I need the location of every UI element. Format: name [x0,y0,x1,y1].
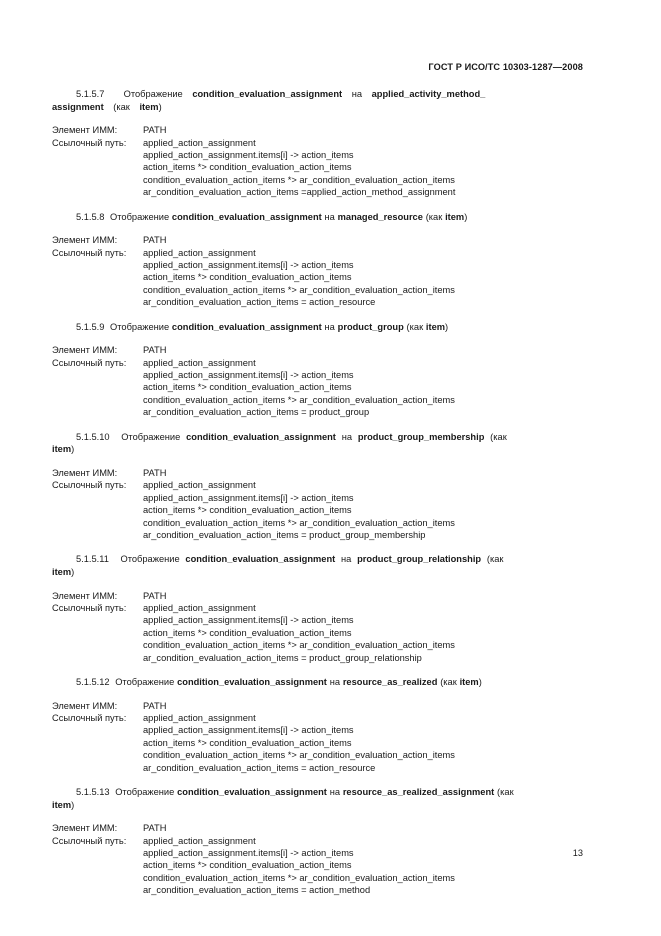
clause-heading [52,676,583,689]
imm-element-value: PATH [143,590,167,601]
document-body [52,88,583,909]
clause-number: 5.1.5.11 [76,554,109,565]
imm-element-row [52,467,583,479]
clause-as-item: item [445,211,465,222]
imm-element-row [52,700,583,712]
section-spacer [52,774,583,786]
imm-element-value: PATH [143,125,167,136]
clause-as-close: ) [464,211,468,222]
clause-target-entity: managed_resource [337,211,423,222]
reference-path-line: ar_condition_evaluation_action_items = product_group_membership [143,529,426,540]
mapping-path-block [52,467,583,541]
reference-path-value: applied_action_assignment [143,247,256,258]
clause-heading [52,553,583,578]
clause-number: 5.1.5.7 [76,89,105,99]
clause-preposition: на [341,554,352,565]
clause-as-open: (как [103,101,140,112]
clause-as-item: item [52,799,72,810]
reference-path-line: applied_action_assignment.items[i] -> action_items [143,615,354,626]
clause-as-item: item [52,444,72,455]
clause-source-entity: condition_evaluation_assignment [185,554,336,565]
clause-section [52,321,583,431]
imm-element-label: Элемент ИММ: [52,590,118,601]
reference-path-line: condition_evaluation_action_items *> ar_condition_evaluation_action_items [143,750,455,761]
reference-path-line: action_items *> condition_evaluation_action_items [143,627,352,638]
reference-path-line: action_items *> condition_evaluation_action_items [143,162,352,173]
clause-as-open: (как [422,211,446,222]
reference-path-line: ar_condition_evaluation_action_items = product_group [143,407,370,418]
clause-number: 5.1.5.9 [76,321,105,332]
clause-verb: Отображение [110,211,170,222]
clause-as-item: item [425,321,446,332]
clause-verb: Отображение [120,554,180,565]
imm-element-label: Элемент ИММ: [52,467,118,478]
mapping-path-block [52,822,583,896]
reference-path-label: Ссылочный путь: [52,137,127,148]
clause-number: 5.1.5.13 [76,786,110,797]
clause-heading [52,786,583,811]
clause-source-entity: condition_evaluation_assignment [171,321,322,332]
reference-path-row [52,712,583,724]
reference-path-line: action_items *> condition_evaluation_action_items [143,382,352,393]
reference-path-value: applied_action_assignment [143,602,256,613]
clause-as-open: (как [486,554,504,565]
reference-path-line: condition_evaluation_action_items *> ar_condition_evaluation_action_items [143,872,455,883]
clause-verb: Отображение [115,676,175,687]
reference-path-line: action_items *> condition_evaluation_action_items [143,505,352,516]
mapping-path-block [52,700,583,774]
reference-path-row [52,137,583,149]
mapping-path-block [52,234,583,308]
running-header-standard-number: ГОСТ Р ИСО/ТС 10303-1287—2008 [428,62,583,72]
imm-element-row [52,590,583,602]
reference-path-line: condition_evaluation_action_items *> ar_condition_evaluation_action_items [143,517,455,528]
clause-section [52,676,583,786]
section-spacer [52,419,583,431]
imm-element-value: PATH [143,235,167,246]
clause-as-item: item [459,676,479,687]
clause-number: 5.1.5.12 [76,676,110,687]
clause-heading [52,321,583,334]
clause-as-close: ) [71,444,75,455]
reference-path-line: action_items *> condition_evaluation_action_items [143,860,352,871]
clause-preposition: на [324,321,335,332]
clause-source-entity: condition_evaluation_assignment [171,211,322,222]
reference-path-row [52,479,583,491]
reference-path-label: Ссылочный путь: [52,357,127,368]
reference-path-line: action_items *> condition_evaluation_action_items [143,737,352,748]
reference-path-line: applied_action_assignment.items[i] -> action_items [143,847,354,858]
clause-as-close: ) [478,676,482,687]
reference-path-label: Ссылочный путь: [52,835,127,846]
clause-heading [52,211,583,224]
mapping-path-block [52,124,583,198]
clause-section [52,211,583,321]
imm-element-label: Элемент ИММ: [52,700,118,711]
clause-target-entity: product_group_relationship [357,554,482,565]
reference-path-row [52,835,583,847]
section-spacer [52,897,583,909]
clause-source-entity: condition_evaluation_assignment [186,431,336,442]
reference-path-line: condition_evaluation_action_items *> ar_condition_evaluation_action_items [143,284,455,295]
clause-target-entity: resource_as_realized [342,676,438,687]
clause-section [52,88,583,211]
page-number: 13 [572,848,583,858]
imm-element-value: PATH [143,823,167,834]
clause-section [52,553,583,676]
clause-target-entity: resource_as_realized_assignment [342,786,495,797]
imm-element-row [52,822,583,834]
imm-element-label: Элемент ИММ: [52,235,118,246]
reference-path-value: applied_action_assignment [143,480,256,491]
reference-path-line: condition_evaluation_action_items *> ar_condition_evaluation_action_items [143,174,455,185]
reference-path-row [52,602,583,614]
imm-element-row [52,124,583,136]
clause-verb: Отображение [123,89,183,99]
clause-target-entity: applied_activity_method_ [371,89,486,99]
clause-as-close: ) [445,321,449,332]
mapping-path-block [52,590,583,664]
clause-number: 5.1.5.10 [76,431,110,442]
imm-element-value: PATH [143,345,167,356]
clause-as-open: (как [490,431,507,442]
imm-element-value: PATH [143,700,167,711]
clause-source-entity: condition_evaluation_assignment [177,676,327,687]
reference-path-value: applied_action_assignment [143,137,256,148]
section-spacer [52,541,583,553]
section-spacer [52,664,583,676]
reference-path-line: ar_condition_evaluation_action_items = product_group_relationship [143,652,422,663]
clause-heading [52,88,583,113]
reference-path-value: applied_action_assignment [143,835,256,846]
imm-element-value: PATH [143,467,167,478]
reference-path-label: Ссылочный путь: [52,247,127,258]
clause-as-open: (как [497,786,514,797]
clause-verb: Отображение [121,431,181,442]
section-spacer [52,199,583,211]
clause-as-close: ) [71,566,75,577]
clause-section [52,431,583,554]
imm-element-row [52,344,583,356]
reference-path-line: applied_action_assignment.items[i] -> action_items [143,150,354,160]
clause-preposition: на [329,676,341,687]
clause-as-item: item [52,566,72,577]
clause-target-entity-cont: assignment [52,101,104,112]
reference-path-line: applied_action_assignment.items[i] -> action_items [143,370,354,381]
reference-path-label: Ссылочный путь: [52,480,127,491]
clause-source-entity: condition_evaluation_assignment [192,89,343,99]
mapping-path-block [52,344,583,418]
clause-target-entity: product_group_membership [357,431,485,442]
clause-number: 5.1.5.8 [76,211,105,222]
clause-preposition: на [324,211,335,222]
reference-path-line: ar_condition_evaluation_action_items = action_resource [143,762,376,773]
reference-path-line: applied_action_assignment.items[i] -> action_items [143,260,354,271]
clause-as-close: ) [71,799,75,810]
clause-as-close: ) [158,101,162,112]
reference-path-line: ar_condition_evaluation_action_items =applied_action_method_assignment [143,187,456,198]
imm-element-label: Элемент ИММ: [52,125,118,136]
clause-target-entity: product_group [337,321,404,332]
reference-path-value: applied_action_assignment [143,357,256,368]
reference-path-line: action_items *> condition_evaluation_action_items [143,272,352,283]
reference-path-line: condition_evaluation_action_items *> ar_condition_evaluation_action_items [143,394,455,405]
reference-path-row [52,357,583,369]
clause-heading [52,431,583,456]
clause-preposition: на [329,786,341,797]
reference-path-value: applied_action_assignment [143,712,256,723]
reference-path-label: Ссылочный путь: [52,712,127,723]
section-spacer [52,309,583,321]
reference-path-line: applied_action_assignment.items[i] -> action_items [143,492,354,503]
reference-path-label: Ссылочный путь: [52,602,127,613]
clause-as-item: item [139,101,159,112]
reference-path-line: ar_condition_evaluation_action_items = action_resource [143,297,376,308]
reference-path-line: applied_action_assignment.items[i] -> action_items [143,725,354,736]
clause-as-open: (как [437,676,460,687]
imm-element-row [52,234,583,246]
reference-path-row [52,247,583,259]
clause-preposition: на [351,89,363,99]
clause-verb: Отображение [110,321,170,332]
clause-verb: Отображение [115,786,175,797]
clause-source-entity: condition_evaluation_assignment [177,786,327,797]
reference-path-line: ar_condition_evaluation_action_items = action_method [143,885,371,896]
imm-element-label: Элемент ИММ: [52,345,118,356]
imm-element-label: Элемент ИММ: [52,823,118,834]
clause-preposition: на [341,431,353,442]
clause-as-open: (как [403,321,426,332]
reference-path-line: condition_evaluation_action_items *> ar_condition_evaluation_action_items [143,640,455,651]
